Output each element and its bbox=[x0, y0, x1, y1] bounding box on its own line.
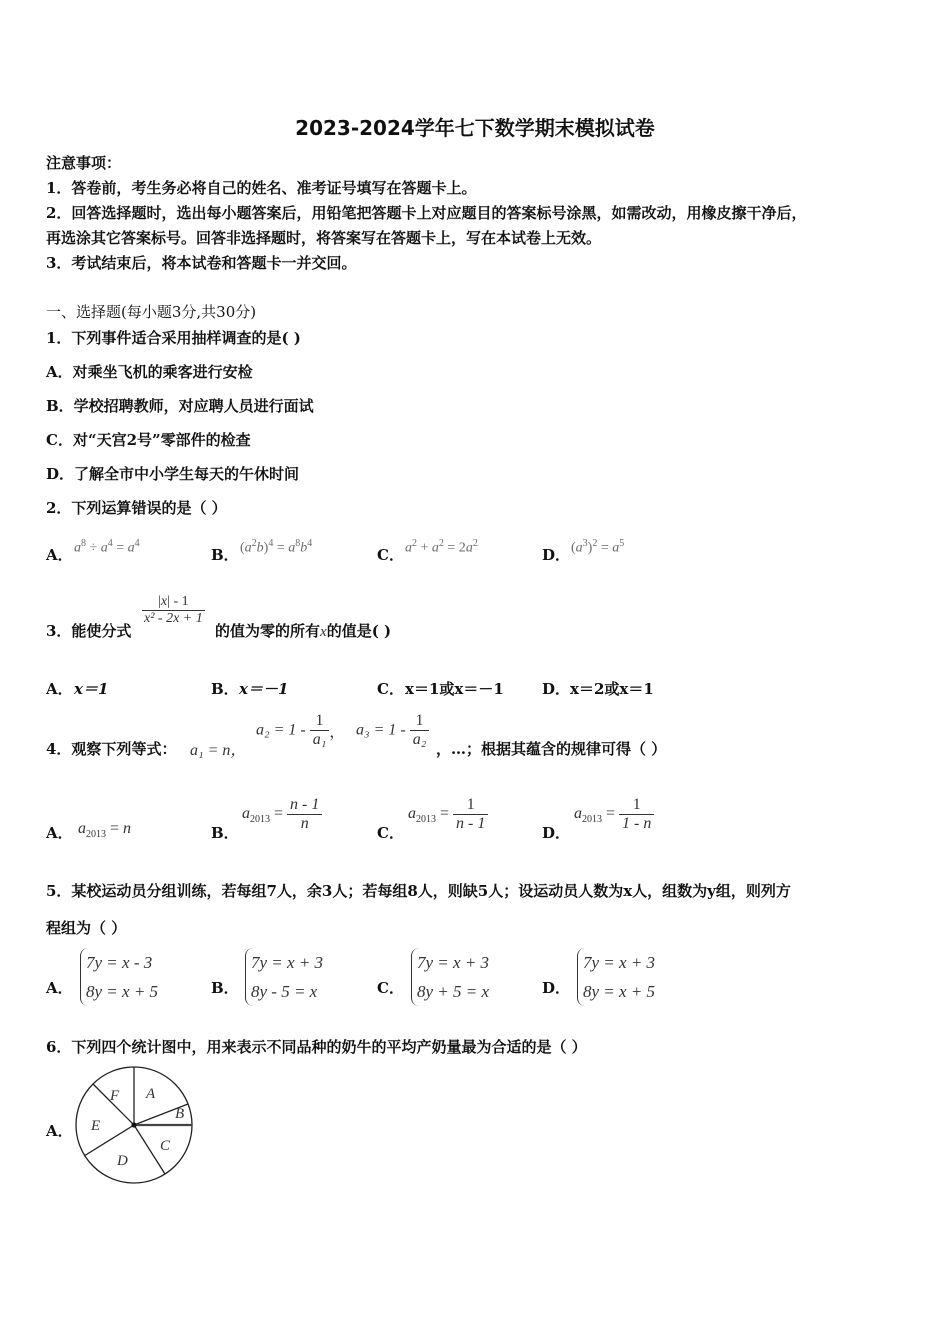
pie-label-f: F bbox=[110, 1088, 120, 1104]
q2-option-a-label: A． bbox=[46, 546, 73, 564]
q1-option-b: B．学校招聘教师，对应聘人员进行面试 bbox=[46, 397, 314, 415]
q6-option-a-label: A． bbox=[46, 1122, 73, 1140]
q2-option-c-label: C． bbox=[377, 546, 404, 564]
q4-eq1: a₁ = n， bbox=[190, 742, 247, 759]
q3-option-c: x＝1或x＝－1 bbox=[405, 680, 504, 698]
q5-c-eq1: 7y = x + 3 bbox=[417, 953, 490, 972]
q3-option-b: x＝－1 bbox=[239, 680, 289, 698]
q5-option-c-system bbox=[411, 948, 489, 1006]
q2-stem: 2．下列运算错误的是（ ） bbox=[46, 499, 227, 517]
q5-a-eq2: 8y = x + 5 bbox=[86, 982, 159, 1001]
q5-stem-line2: 程组为（ ） bbox=[46, 919, 127, 937]
q5-option-b-system bbox=[245, 948, 323, 1006]
page-title: 2023-2024学年七下数学期末模拟试卷 bbox=[295, 116, 655, 140]
q1-stem: 1．下列事件适合采用抽样调查的是( ) bbox=[46, 329, 301, 347]
q2-option-b-expr: $(a^2b)^4 = a^8b^4$ bbox=[240, 538, 313, 556]
q5-option-c-label: C． bbox=[377, 979, 404, 997]
pie-center-dot bbox=[131, 1122, 136, 1127]
note-item-3: 3．考试结束后，将本试卷和答题卡一并交回。 bbox=[46, 254, 357, 272]
q5-stem-line1: 5．某校运动员分组训练，若每组7人，余3人；若每组8人，则缺5人；设运动员人数为x人，组数为y组，则列方 bbox=[46, 882, 791, 900]
q3-fraction-numerator: |x| - 1 bbox=[158, 594, 189, 609]
q2-option-a-expr: $a^8 \div a^4 = a^4$ bbox=[74, 538, 140, 556]
q3-option-d-label: D． bbox=[542, 680, 571, 698]
q3-option-b-label: B． bbox=[211, 680, 239, 698]
pie-label-b: B bbox=[175, 1106, 185, 1122]
q4-option-b-label: B． bbox=[211, 824, 239, 842]
q5-b-eq2: 8y - 5 = x bbox=[251, 982, 318, 1001]
q4-option-d-expr: $a_{2013}$ = $\frac{1}{1 - n}$ bbox=[574, 796, 654, 833]
q1-option-c: C．对“天宫2号”零部件的检查 bbox=[46, 431, 251, 449]
q1-option-a: A．对乘坐飞机的乘客进行安检 bbox=[46, 363, 253, 381]
q5-option-a-system bbox=[80, 948, 158, 1006]
pie-label-d: D bbox=[117, 1153, 128, 1169]
q5-option-d-label: D． bbox=[542, 979, 571, 997]
q4-option-c-label: C． bbox=[377, 824, 404, 842]
q2-option-c-expr: $a^2 + a^2 = 2a^2$ bbox=[405, 538, 478, 556]
q3-prefix: 3．能使分式 bbox=[46, 622, 132, 640]
note-item-2-cont: 再选涂其它答案标号。回答非选择题时，将答案写在答题卡上，写在本试卷上无效。 bbox=[46, 229, 602, 247]
q4-eq2: a₂ = 1 - $\frac{1}{\text{a₁}}$ ， bbox=[256, 712, 346, 748]
q1-option-d: D．了解全市中小学生每天的午休时间 bbox=[46, 465, 300, 483]
q3-option-d: x＝2或x＝1 bbox=[570, 680, 654, 698]
q3-suffix: 的值为零的所有x的值是( ) bbox=[215, 622, 392, 640]
pie-label-a: A bbox=[146, 1086, 156, 1102]
q4-prefix: 4．观察下列等式： bbox=[46, 740, 177, 758]
q3-option-a: x＝1 bbox=[74, 680, 109, 698]
q3-option-a-label: A． bbox=[46, 680, 73, 698]
q5-d-eq2: 8y = x + 5 bbox=[583, 982, 656, 1001]
q5-d-eq1: 7y = x + 3 bbox=[583, 953, 656, 972]
notes-heading: 注意事项： bbox=[46, 154, 122, 172]
pie-label-e: E bbox=[91, 1118, 101, 1134]
q5-option-b-label: B． bbox=[211, 979, 239, 997]
q6-pie-chart bbox=[70, 1064, 200, 1188]
section-heading: 一、选择题(每小题3分,共30分) bbox=[46, 303, 257, 321]
q5-option-d-system bbox=[577, 948, 655, 1006]
q3-fraction-denominator: x² - 2x + 1 bbox=[144, 611, 203, 626]
q5-b-eq1: 7y = x + 3 bbox=[251, 953, 324, 972]
q6-stem: 6．下列四个统计图中，用来表示不同品种的奶牛的平均产奶量最为合适的是（ ） bbox=[46, 1038, 587, 1056]
q4-option-a-expr: $a_{2013} = n$ bbox=[78, 820, 132, 841]
q4-option-c-expr: $a_{2013}$ = $\frac{1}{n - 1}$ bbox=[408, 796, 488, 833]
q4-option-a-label: A． bbox=[46, 824, 73, 842]
q4-option-d-label: D． bbox=[542, 824, 571, 842]
q4-eq3: a₃ = 1 - $\frac{1}{\text{a₂}}$ bbox=[356, 712, 429, 749]
q3-fraction bbox=[142, 594, 205, 627]
q4-suffix: ，…；根据其蕴含的规律可得（ ） bbox=[436, 740, 667, 758]
q2-option-d-expr: $(a^3)^2 = a^5$ bbox=[571, 538, 625, 556]
q3-option-c-label: C． bbox=[377, 680, 404, 698]
pie-label-c: C bbox=[160, 1138, 171, 1154]
q5-option-a-label: A． bbox=[46, 979, 73, 997]
q4-option-b-expr: $a_{2013}$ = $\frac{n - 1}{n}$ bbox=[242, 796, 322, 833]
q5-a-eq1: 7y = x - 3 bbox=[86, 953, 153, 972]
q5-c-eq2: 8y + 5 = x bbox=[417, 982, 490, 1001]
q2-option-b-label: B． bbox=[211, 546, 239, 564]
q2-option-d-label: D． bbox=[542, 546, 571, 564]
note-item-1: 1．答卷前，考生务必将自己的姓名、准考证号填写在答题卡上。 bbox=[46, 179, 477, 197]
note-item-2: 2．回答选择题时，选出每小题答案后，用铅笔把答题卡上对应题目的答案标号涂黑，如需改动，用橡皮擦干净后， bbox=[46, 204, 807, 222]
